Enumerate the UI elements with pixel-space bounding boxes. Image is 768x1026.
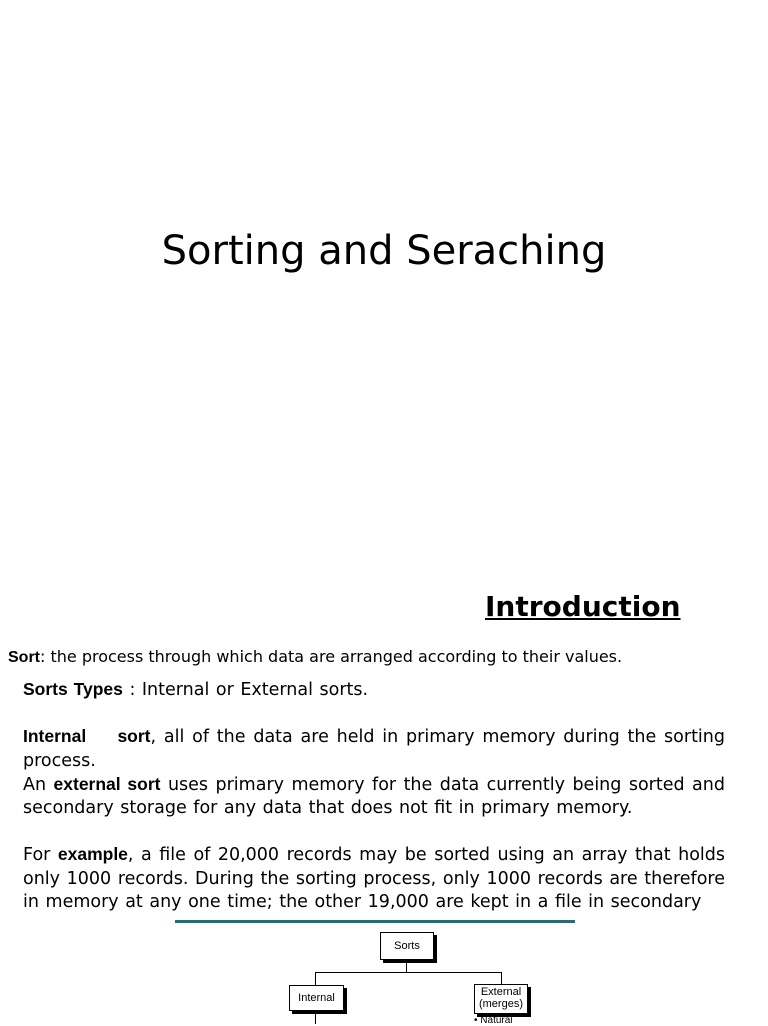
- section-heading: Introduction: [485, 590, 681, 623]
- internal-sort-paragraph: [23, 725, 725, 772]
- page-title: Sorting and Seraching: [161, 228, 607, 274]
- example-term: example: [57, 844, 128, 865]
- sorts-node: Sorts: [380, 932, 434, 960]
- diagram-background: [175, 924, 768, 1024]
- external-prefix: An: [23, 774, 54, 795]
- sort-definition-text: : the process through which data are arranged according to their values.: [40, 647, 623, 666]
- internal-sort-text: , all of the data are held in primary memory during the sorting process.: [23, 727, 725, 771]
- example-paragraph: [23, 843, 725, 914]
- sort-types-label: Sorts Types: [23, 679, 123, 699]
- example-text: , a file of 20,000 records may be sorted using an array that holds only 1000 records. During the sorting process, only 1000 records are therefore in memory at any one time; the other 19,000 are kept in a file in secondary: [23, 845, 725, 912]
- example-prefix: For: [23, 845, 58, 866]
- sort-types-paragraph: [23, 678, 725, 702]
- external-term: external sort: [53, 773, 161, 794]
- internal-sort-term: sort: [117, 726, 151, 747]
- external-sublabel: (merges): [478, 998, 523, 1010]
- external-text: uses primary memory for the data currently being sorted and secondary storage for any data that does not fit in primary memory.: [23, 774, 725, 818]
- body-text: [23, 678, 725, 914]
- external-sort-paragraph: [23, 773, 725, 820]
- accent-bar: [175, 920, 575, 923]
- spacer: [23, 820, 725, 843]
- sort-term: Sort: [8, 649, 40, 666]
- sort-types-text: : Internal or External sorts.: [122, 680, 369, 700]
- external-label: External: [480, 986, 522, 998]
- natural-bullet: • Natural: [474, 1015, 513, 1026]
- sort-definition: [8, 647, 622, 667]
- spacer: [23, 702, 725, 725]
- internal-term: Internal: [23, 726, 87, 747]
- internal-node: Internal: [289, 985, 344, 1011]
